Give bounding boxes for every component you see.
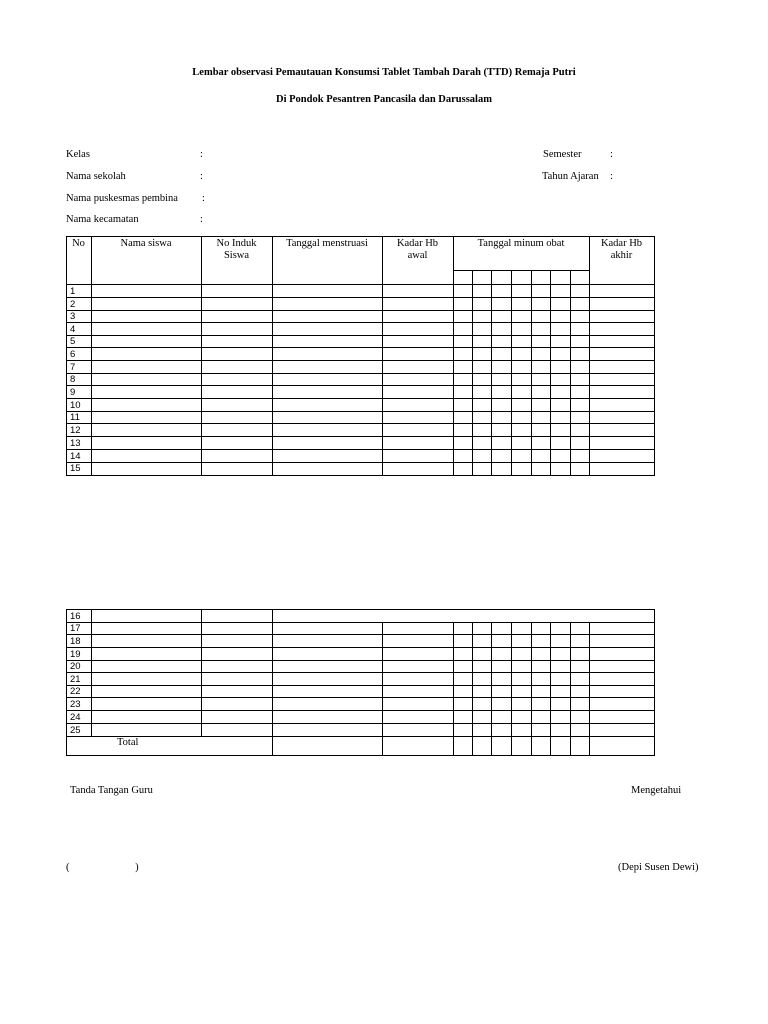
field-kelas-label: Kelas — [66, 149, 90, 160]
row-number: 11 — [70, 412, 80, 423]
row-number: 20 — [70, 661, 81, 672]
field-tahun-ajaran-label: Tahun Ajaran — [542, 171, 599, 182]
row-number: 23 — [70, 699, 81, 710]
row-number: 5 — [70, 336, 76, 347]
header-kadar-akhir-line1: Kadar Hb — [600, 238, 643, 249]
row-number: 14 — [70, 451, 81, 462]
field-puskesmas-colon: : — [202, 193, 205, 204]
field-nama-sekolah-label: Nama sekolah — [66, 171, 126, 182]
row-number: 22 — [70, 686, 81, 697]
row-number: 18 — [70, 636, 81, 647]
row-number: 21 — [70, 674, 81, 685]
signature-guru-label: Tanda Tangan Guru — [70, 785, 153, 796]
field-nama-sekolah-colon: : — [200, 171, 203, 182]
row-number: 9 — [70, 387, 76, 398]
field-kelas-colon: : — [200, 149, 203, 160]
row-number: 24 — [70, 712, 81, 723]
row-number: 7 — [70, 362, 76, 373]
field-tahun-ajaran-colon: : — [610, 171, 613, 182]
header-tanggal-minum-obat: Tanggal minum obat — [477, 238, 565, 249]
header-nama-siswa: Nama siswa — [120, 238, 172, 249]
header-no-induk-line1: No Induk — [216, 238, 257, 249]
header-kadar-awal-line2: awal — [407, 250, 428, 261]
row-number: 2 — [70, 299, 76, 310]
header-kadar-awal-line1: Kadar Hb — [396, 238, 439, 249]
row-number: 12 — [70, 425, 81, 436]
field-kecamatan-label: Nama kecamatan — [66, 214, 139, 225]
row-number: 3 — [70, 311, 76, 322]
signature-guru-blank: ( ) — [66, 862, 139, 873]
row-number: 13 — [70, 438, 81, 449]
field-puskesmas-label: Nama puskesmas pembina — [66, 193, 178, 204]
row-number: 16 — [70, 611, 81, 622]
row-number: 25 — [70, 725, 81, 736]
field-kecamatan-colon: : — [200, 214, 203, 225]
row-number: 19 — [70, 649, 81, 660]
row-number: 10 — [70, 400, 81, 411]
row-number: 15 — [70, 463, 81, 474]
signature-name: (Depi Susen Dewi) — [618, 862, 699, 873]
header-no-induk-line2: Siswa — [223, 250, 250, 261]
document-title: Lembar observasi Pemautauan Konsumsi Tablet Tambah Darah (TTD) Remaja Putri — [192, 67, 576, 78]
row-number: 4 — [70, 324, 76, 335]
field-semester-colon: : — [610, 149, 613, 160]
header-kadar-akhir-line2: akhir — [610, 250, 633, 261]
row-number: 1 — [70, 286, 76, 297]
header-no: No — [72, 238, 85, 249]
field-semester-label: Semester — [543, 149, 582, 160]
row-number: 8 — [70, 374, 76, 385]
row-number: 6 — [70, 349, 76, 360]
total-label: Total — [117, 737, 139, 748]
row-number: 17 — [70, 623, 81, 634]
document-subtitle: Di Pondok Pesantren Pancasila dan Darussalam — [276, 94, 492, 105]
header-tanggal-menstruasi: Tanggal menstruasi — [286, 238, 368, 249]
signature-mengetahui-label: Mengetahui — [631, 785, 682, 796]
